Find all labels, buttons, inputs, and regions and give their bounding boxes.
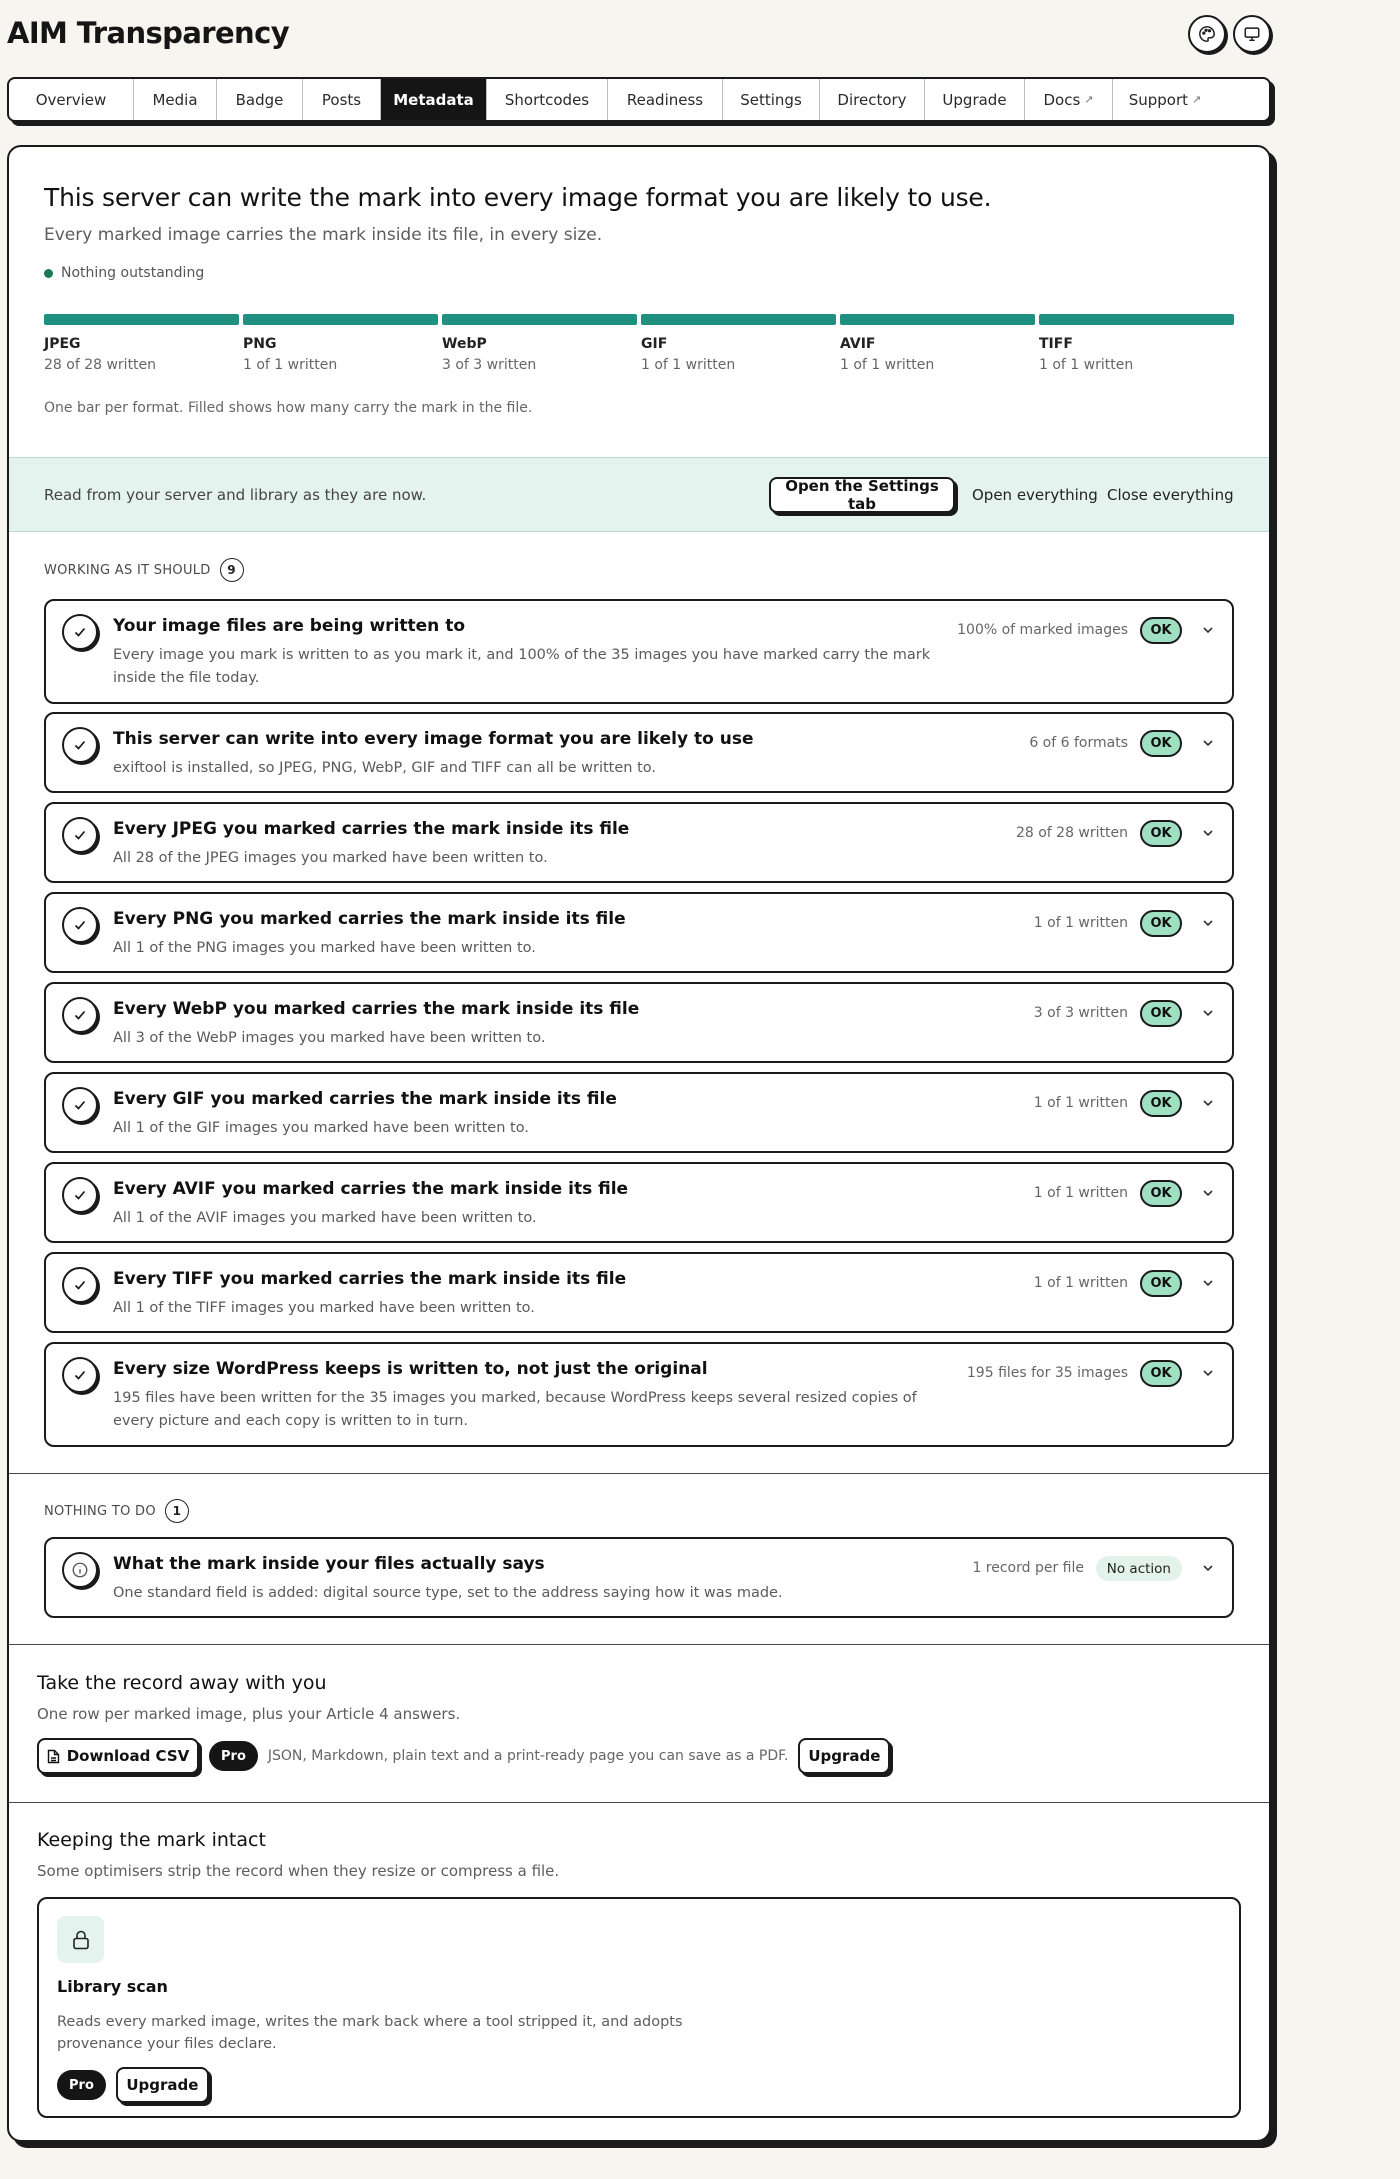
check-card[interactable] [44,1162,1234,1243]
card-title: Every AVIF you marked carries the mark inside its file [113,1179,629,1199]
format-count: 1 of 1 written [243,357,338,373]
working-section-label [44,558,244,582]
external-link-icon: ↗ [1084,93,1094,106]
check-icon [62,1177,98,1213]
status-text: Nothing outstanding [61,265,205,281]
check-icon [62,907,98,943]
monitor-icon[interactable] [1233,15,1271,53]
format-label: PNG [243,336,277,352]
card-meta: 1 of 1 written [1033,1095,1128,1111]
bar-fill [840,314,1035,325]
check-card[interactable] [44,982,1234,1063]
app-title: AIM Transparency [7,16,290,50]
bar-track [243,314,438,325]
check-card[interactable] [44,892,1234,973]
bar-fill [243,314,438,325]
ok-badge: OK [1140,1090,1182,1117]
library-scan-card [37,1897,1241,2118]
card-description: All 1 of the TIFF images you marked have been written to. [113,1300,535,1316]
no-action-badge: No action [1096,1556,1182,1581]
intact-subtitle: Some optimisers strip the record when they resize or compress a file. [37,1862,560,1880]
check-icon [62,997,98,1033]
metadata-panel [7,145,1271,2142]
format-label: AVIF [840,336,876,352]
format-count: 1 of 1 written [641,357,736,373]
ok-badge: OK [1140,730,1182,757]
tab-badge[interactable] [217,79,303,120]
tab-media[interactable] [134,79,217,120]
tab-metadata[interactable] [381,79,487,120]
format-count: 28 of 28 written [44,357,157,373]
format-bar-gif [641,314,836,373]
tab-label: Badge [235,90,284,109]
card-title: What the mark inside your files actually says [113,1554,545,1574]
tab-label: Docs [1043,90,1081,109]
card-meta: 3 of 3 written [1033,1005,1128,1021]
format-bar-png [243,314,438,373]
card-meta: 6 of 6 formats [1029,735,1128,751]
card-title: Every JPEG you marked carries the mark inside its file [113,819,630,839]
status-line [44,265,204,281]
top-icon-group [1188,15,1271,53]
bar-fill [44,314,239,325]
ok-badge: OK [1140,820,1182,847]
section-divider [9,1473,1269,1474]
scan-title: Library scan [57,1977,168,1996]
nothing-section-label [44,1499,189,1523]
tab-shortcodes[interactable] [487,79,608,120]
chevron-down-icon[interactable] [1201,1186,1215,1200]
tab-posts[interactable] [303,79,381,120]
external-link-icon: ↗ [1192,93,1202,106]
card-description: All 1 of the AVIF images you marked have been written to. [113,1210,537,1226]
ok-badge: OK [1140,910,1182,937]
section-divider [9,1644,1269,1645]
card-title: Every WebP you marked carries the mark inside its file [113,999,640,1019]
card-title: Every GIF you marked carries the mark inside its file [113,1089,617,1109]
card-title: Your image files are being written to [113,616,466,636]
upgrade-button[interactable]: Upgrade [798,1738,890,1774]
chevron-down-icon[interactable] [1201,1276,1215,1290]
card-meta: 1 of 1 written [1033,1185,1128,1201]
tab-overview[interactable] [9,79,134,120]
tab-label: Overview [35,90,107,109]
card-meta: 1 record per file [972,1560,1084,1576]
card-meta: 100% of marked images [957,622,1128,638]
ok-badge: OK [1140,1360,1182,1387]
tab-support[interactable] [1113,79,1217,120]
format-count: 1 of 1 written [840,357,935,373]
check-icon [62,727,98,763]
file-icon [47,1749,60,1764]
scan-actions [57,2067,209,2103]
format-bar-tiff [1039,314,1234,373]
chevron-down-icon[interactable] [1201,826,1215,840]
ok-badge: OK [1140,1000,1182,1027]
open-settings-button[interactable]: Open the Settings tab [769,477,955,513]
bars-note: One bar per format. Filled shows how many carry the mark in the file. [44,400,533,416]
check-icon [62,1087,98,1123]
bar-track [442,314,637,325]
ok-badge: OK [1140,617,1182,644]
upgrade-button[interactable]: Upgrade [116,2067,209,2103]
tab-label: Media [152,90,198,109]
tab-upgrade[interactable] [925,79,1025,120]
tab-bar [7,77,1271,122]
export-subtitle: One row per marked image, plus your Article 4 answers. [37,1705,461,1723]
card-description: All 3 of the WebP images you marked have been written to. [113,1030,546,1046]
format-bars [44,314,1234,373]
check-card[interactable] [44,712,1234,793]
card-title: Every size WordPress keeps is written to, not just the original [113,1359,708,1379]
chevron-down-icon[interactable] [1201,1366,1215,1380]
format-label: GIF [641,336,668,352]
lock-icon [57,1916,104,1963]
bar-track [44,314,239,325]
tab-label: Directory [837,90,907,109]
card-description: Every image you mark is written to as you mark it, and 100% of the 35 images you have marked carry the mark inside the file today. [113,647,931,686]
open-everything-link[interactable]: Open everything [972,486,1098,504]
check-card[interactable] [44,1342,1234,1447]
card-meta: 195 files for 35 images [966,1365,1128,1381]
info-circle-icon [62,1552,98,1588]
tab-label: Settings [740,90,802,109]
chevron-down-icon[interactable] [1201,916,1215,930]
pro-badge: Pro [209,1741,258,1771]
nothing-label-text: NOTHING TO DO [44,1503,156,1519]
card-description: All 1 of the PNG images you marked have been written to. [113,940,536,956]
check-card[interactable] [44,1072,1234,1153]
pro-description: JSON, Markdown, plain text and a print-ready page you can save as a PDF. [267,1748,789,1764]
tab-label: Metadata [393,90,474,109]
format-label: JPEG [44,336,81,352]
working-count: 9 [220,558,244,582]
chevron-down-icon[interactable] [1201,1561,1215,1575]
tab-label: Support [1128,90,1189,109]
download-csv-button[interactable] [37,1738,199,1774]
download-csv-label: Download CSV [66,1747,190,1765]
export-title: Take the record away with you [37,1672,327,1694]
tab-docs[interactable] [1025,79,1113,120]
tab-label: Posts [321,90,362,109]
page-subtitle: Every marked image carries the mark inside its file, in every size. [44,225,603,245]
pro-badge: Pro [57,2070,106,2100]
tab-label: Shortcodes [504,90,590,109]
ok-badge: OK [1140,1180,1182,1207]
check-card[interactable] [44,1252,1234,1333]
bar-track [840,314,1035,325]
card-meta: 1 of 1 written [1033,915,1128,931]
close-everything-link[interactable]: Close everything [1107,486,1234,504]
format-label: WebP [442,336,487,352]
chevron-down-icon[interactable] [1201,623,1215,637]
bar-track [1039,314,1234,325]
check-card[interactable] [44,599,1234,704]
status-dot-icon [44,269,53,278]
band-text: Read from your server and library as they are now. [44,486,427,504]
tab-label: Upgrade [942,90,1007,109]
check-card-mark-record[interactable] [44,1537,1234,1618]
format-count: 1 of 1 written [1039,357,1134,373]
ok-badge: OK [1140,1270,1182,1297]
card-title: Every PNG you marked carries the mark inside its file [113,909,626,929]
card-title: This server can write into every image format you are likely to use [113,729,754,749]
intact-title: Keeping the mark intact [37,1829,266,1851]
chevron-down-icon[interactable] [1201,736,1215,750]
card-description: All 1 of the GIF images you marked have been written to. [113,1120,529,1136]
card-description: 195 files have been written for the 35 images you marked, because WordPress keeps several resized copies of every picture and each copy is written to in turn. [113,1390,917,1429]
tab-directory[interactable] [820,79,925,120]
bar-fill [1039,314,1234,325]
chevron-down-icon[interactable] [1201,1006,1215,1020]
chevron-down-icon[interactable] [1201,1096,1215,1110]
nothing-count: 1 [165,1499,189,1523]
check-card[interactable] [44,802,1234,883]
check-icon [62,614,98,650]
card-description: One standard field is added: digital source type, set to the address saying how it was made. [113,1585,783,1601]
scan-description: Reads every marked image, writes the mark back where a tool stripped it, and adopts provenance your files declare. [57,2014,683,2052]
page-title: This server can write the mark into every image format you are likely to use. [44,183,992,212]
export-actions [37,1738,890,1774]
palette-icon[interactable] [1188,15,1226,53]
info-band [9,457,1269,532]
check-icon [62,1267,98,1303]
format-count: 3 of 3 written [442,357,537,373]
format-bar-jpeg [44,314,239,373]
format-bar-avif [840,314,1035,373]
working-label-text: WORKING AS IT SHOULD [44,562,211,578]
tab-label: Readiness [626,90,704,109]
bar-track [641,314,836,325]
bar-fill [641,314,836,325]
card-meta: 1 of 1 written [1033,1275,1128,1291]
tab-settings[interactable] [723,79,820,120]
card-meta: 28 of 28 written [1015,825,1128,841]
card-title: Every TIFF you marked carries the mark inside its file [113,1269,627,1289]
check-icon [62,817,98,853]
bar-fill [442,314,637,325]
check-icon [62,1357,98,1393]
card-description: All 28 of the JPEG images you marked have been written to. [113,850,548,866]
format-label: TIFF [1039,336,1073,352]
card-description: exiftool is installed, so JPEG, PNG, WebP, GIF and TIFF can all be written to. [113,760,656,776]
format-bar-webp [442,314,637,373]
section-divider [9,1802,1269,1803]
tab-readiness[interactable] [608,79,723,120]
